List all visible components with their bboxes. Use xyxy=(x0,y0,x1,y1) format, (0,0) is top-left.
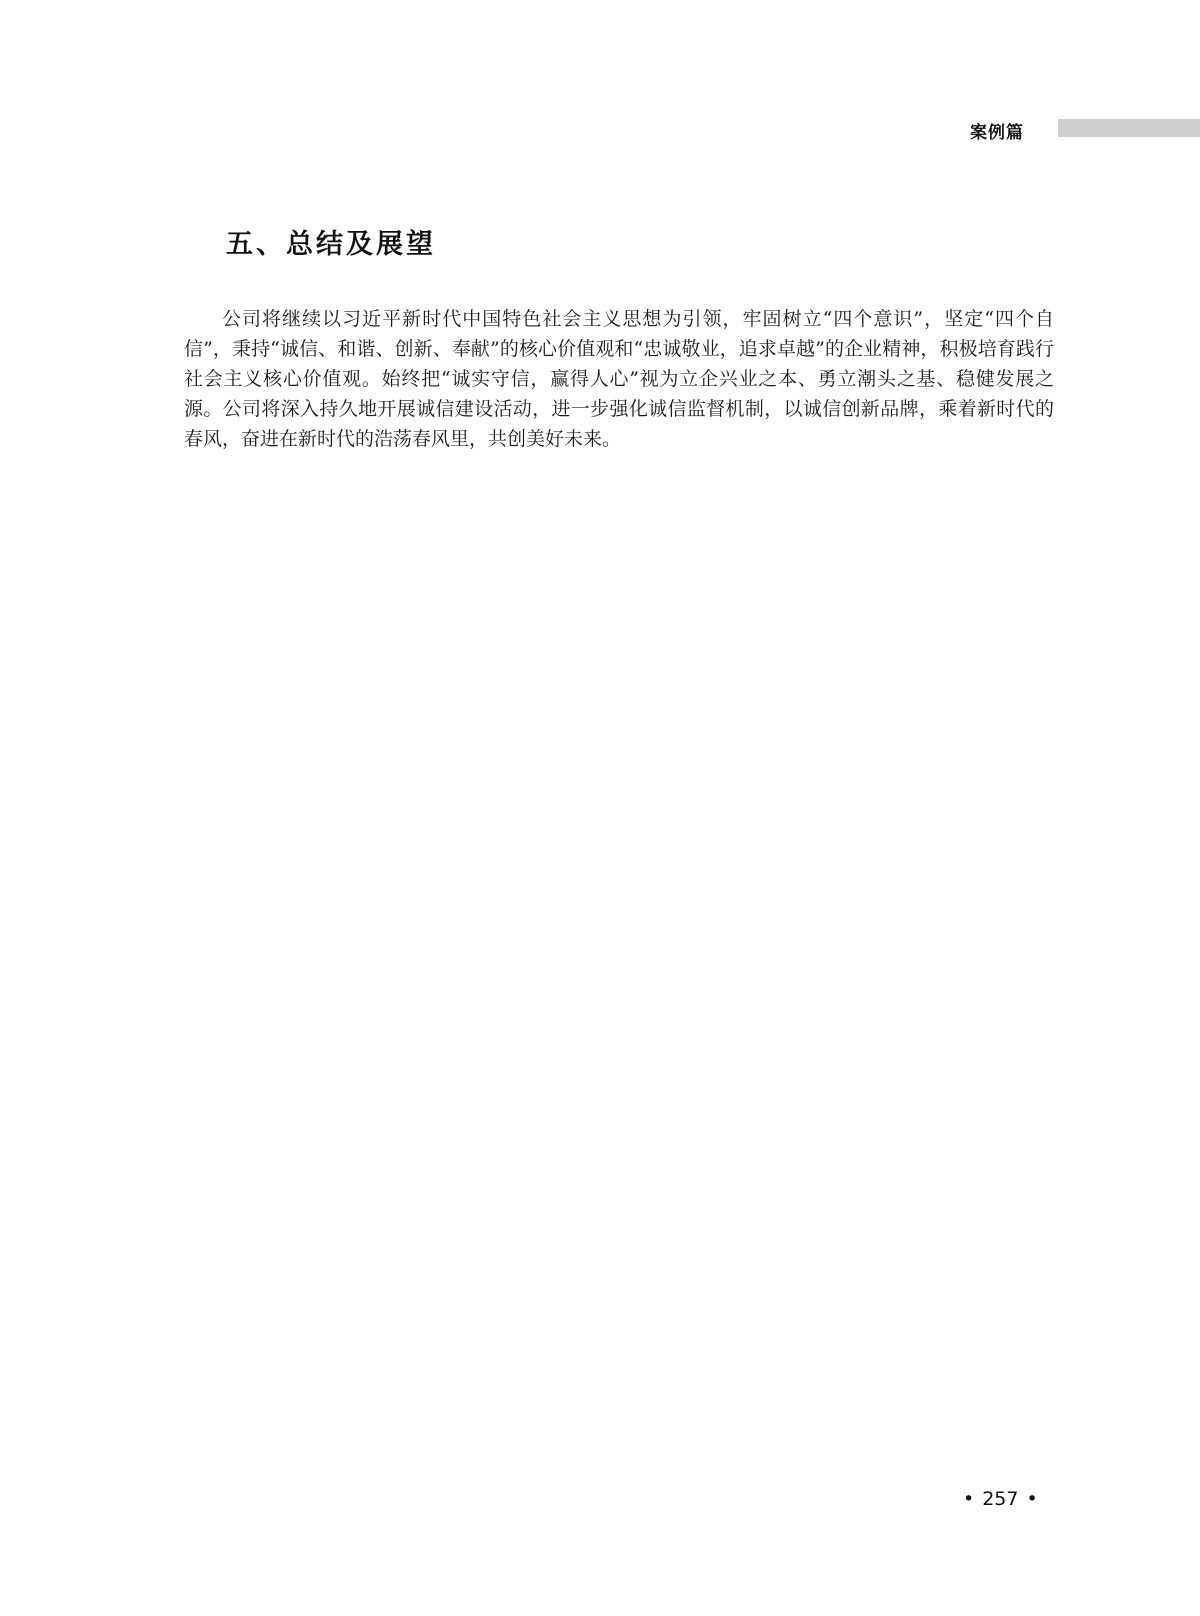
page-number xyxy=(955,1488,1046,1510)
page-number-bullet-right: • xyxy=(1026,1488,1038,1510)
page-number-value: 257 xyxy=(982,1488,1019,1510)
running-header-label: 案例篇 xyxy=(970,123,1024,143)
header-bar xyxy=(1058,119,1200,137)
section-title: 五、总结及展望 xyxy=(226,229,436,260)
page-number-bullet-left: • xyxy=(963,1488,975,1510)
body-paragraph: 公司将继续以习近平新时代中国特色社会主义思想为引领，牢固树立“四个意识”，坚定“四个自信”，秉持“诚信、和谐、创新、奉献”的核心价值观和“忠诚敬业，追求卓越”的企业精神，积极培育践行社会主义核心价值观。始终把“诚实守信，赢得人心”视为立企兴业之本、勇立潮头之基、稳健发展之源。公司将深入持久地开展诚信建设活动，进一步强化诚信监督机制，以诚信创新品牌，乘着新时代的春风，奋进在新时代的浩荡春风里，共创美好未来。 xyxy=(184,308,1054,450)
